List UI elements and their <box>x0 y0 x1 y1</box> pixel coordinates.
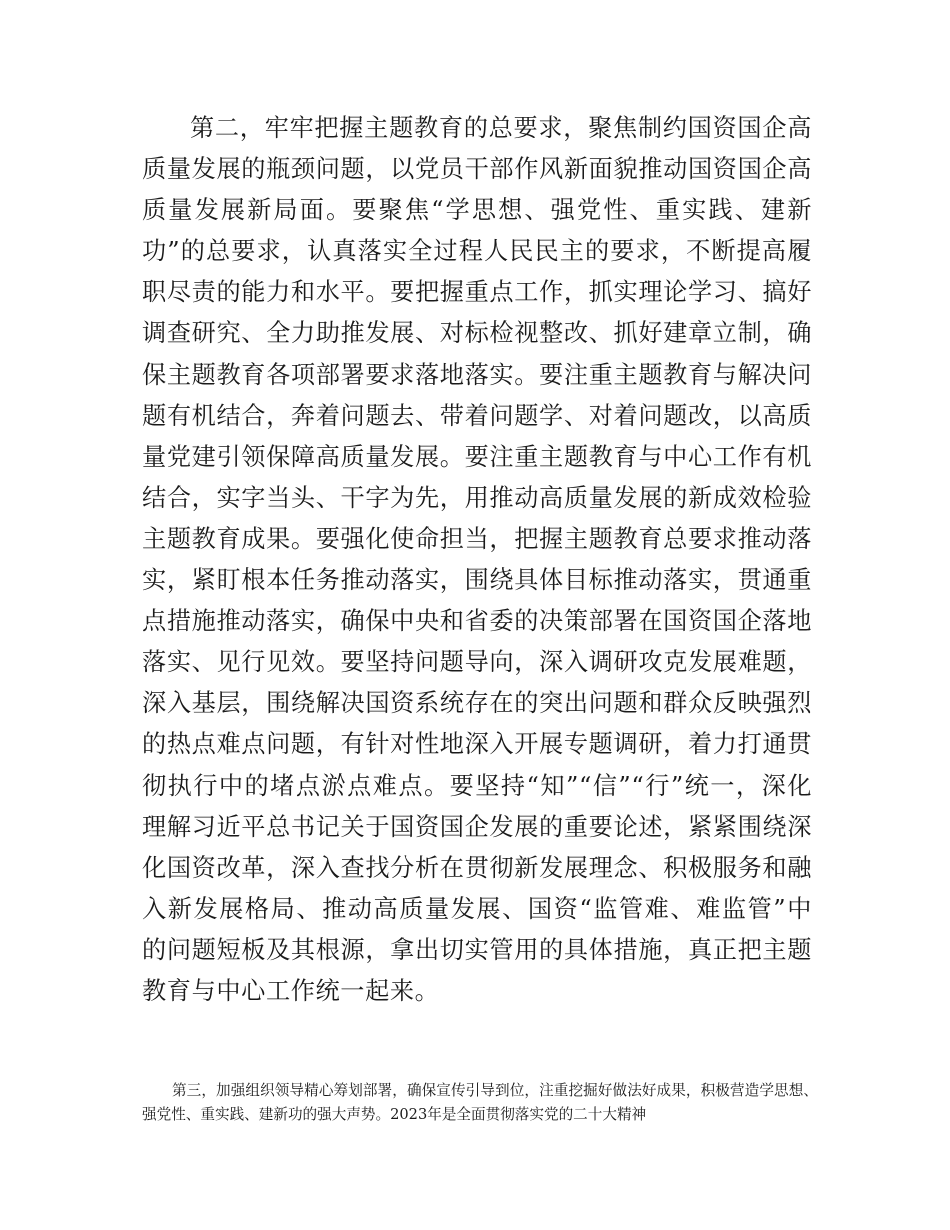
paragraph-third-point: 第三，加强组织领导精心筹划部署，确保宣传引导到位，注重挖掘好做法好成果，积极营造学思想、强党性、重实践、建新功的强大声势。2023年是全面贯彻落实党的二十大精神 <box>142 1082 818 1123</box>
paragraph-second-point: 第二，牢牢把握主题教育的总要求，聚焦制约国资国企高质量发展的瓶颈问题，以党员干部作风新面貌推动国资国企高质量发展新局面。要聚焦“学思想、强党性、重实践、建新功”的总要求，认真落实全过程人民民主的要求，不断提高履职尽责的能力和水平。要把握重点工作，抓实理论学习、搞好调查研究、全力助推发展、对标检视整改、抓好建章立制，确保主题教育各项部署要求落地落实。要注重主题教育与解决问题有机结合，奔着问题去、带着问题学、对着问题改，以高质量党建引领保障高质量发展。要注重主题教育与中心工作有机结合，实字当头、干字为先，用推动高质量发展的新成效检验主题教育成果。要强化使命担当，把握主题教育总要求推动落实，紧盯根本任务推动落实，围绕具体目标推动落实，贯通重点措施推动落实，确保中央和省委的决策部署在国资国企落地落实、见行见效。要坚持问题导向，深入调研攻克发展难题，深入基层，围绕解决国资系统存在的突出问题和群众反映强烈的热点难点问题，有针对性地深入开展专题调研，着力打通贯彻执行中的堵点淤点难点。要坚持“知”“信”“行”统一，深化理解习近平总书记关于国资国企发展的重要论述，紧紧围绕深化国资改革，深入查找分析在贯彻新发展理念、积极服务和融入新发展格局、推动高质量发展、国资“监管难、难监管”中的问题短板及其根源，拿出切实管用的具体措施，真正把主题教育与中心工作统一起来。 <box>142 114 812 1005</box>
